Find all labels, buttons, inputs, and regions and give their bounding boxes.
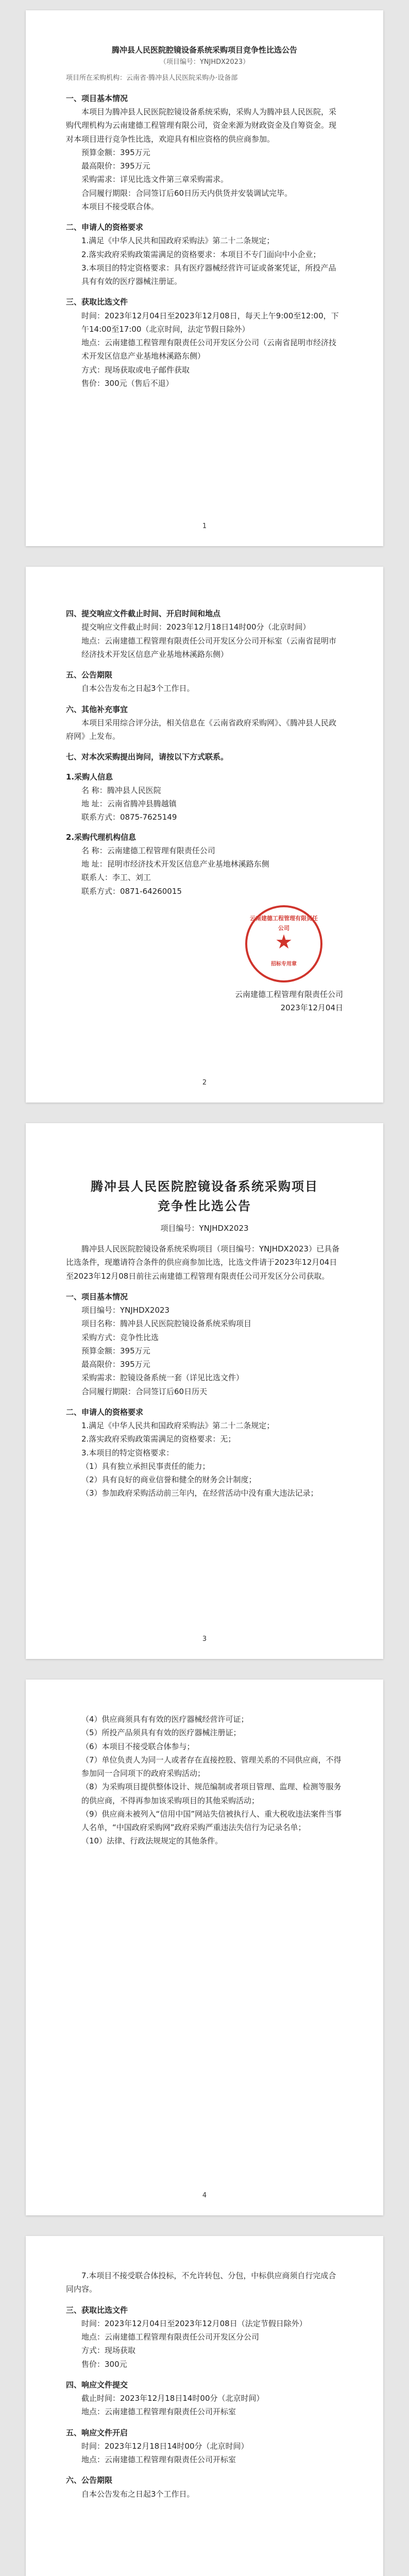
paragraph: （9）供应商未被列入“信用中国”网站失信被执行人、重大税收违法案件当事人名单，“中国政府采购网”政府采购严重违法失信行为记录名单； xyxy=(81,1809,342,1832)
section-heading: 六、公告期限 xyxy=(66,2476,113,2485)
paragraph: 时间：2023年12月04日至2023年12月08日（法定节假日除外） xyxy=(81,2318,307,2328)
project-number-value: YNJHDX2023 xyxy=(199,1223,249,1233)
paragraph: 地点：云南建德工程管理有限责任公司开发区分公司（云南省昆明市经济技术开发区信息产业基地林溪路东侧） xyxy=(81,338,337,361)
intro-paragraph: 腾冲县人民医院腔镜设备系统采购项目（项目编号：YNJHDX2023）已具备比选条件，现邀请符合条件的供应商参加比选，比选文件请于2023年12月04日至2023年12月08日前往云南建德工程管理有限责任公司开发区分公司获取。 xyxy=(66,1244,340,1281)
seal-ring-text: 云南建德工程管理有限责任公司 xyxy=(250,914,318,931)
paragraph: 方式：现场获取或电子邮件获取 xyxy=(81,365,190,375)
paragraph: 预算金额：395万元 xyxy=(81,1346,150,1355)
section-heading: 三、获取比选文件 xyxy=(66,297,128,307)
paragraph: 截止时间：2023年12月18日14时00分（北京时间） xyxy=(81,2394,264,2403)
paragraph: 3.本项目的特定资格要求：具有医疗器械经营许可证或备案凭证，所投产品具有有效的医疗器械注册证。 xyxy=(81,263,336,286)
section-heading: 二、申请人的资格要求 xyxy=(66,223,144,232)
contact-name: 名 称：云南建德工程管理有限责任公司 xyxy=(81,845,215,855)
section-heading: 五、公告期限 xyxy=(66,670,113,680)
paragraph: 2.落实政府采购政策需满足的资格要求：无； xyxy=(81,1434,236,1444)
paragraph: （6）本项目不接受联合体参与； xyxy=(81,1741,195,1751)
section-heading: 四、响应文件提交 xyxy=(66,2380,128,2389)
paragraph: （1）具有独立承担民事责任的能力； xyxy=(81,1461,210,1471)
subsection-heading: 2.采购代理机构信息 xyxy=(66,832,137,842)
section-heading: 一、项目基本情况 xyxy=(66,93,128,103)
paragraph: 采购方式：竞争性比选 xyxy=(81,1332,159,1342)
document-page-1 xyxy=(26,10,383,546)
requirement-line: 采购需求：详见比选文件第三章采购需求。 xyxy=(81,175,229,184)
project-number-line xyxy=(66,1222,343,1235)
paragraph: （8）为采购项目提供整体设计、规范编制或者项目管理、监理、检测等服务的供应商，不得再参加该采购项目的其他采购活动； xyxy=(81,1782,342,1805)
contact-address: 地 址：云南省腾冲县腾越镇 xyxy=(81,799,177,808)
seal-foot-text: 招标专用章 xyxy=(271,961,297,968)
section-heading: 六、其他补充事宜 xyxy=(66,704,128,714)
contact-person: 联系人：李工、刘工 xyxy=(81,873,151,883)
star-icon: ★ xyxy=(275,930,293,953)
page-number: 3 xyxy=(202,1635,207,1643)
paragraph: 售价：300元（售后不退） xyxy=(81,378,174,388)
paragraph: 时间：2023年12月04日至2023年12月08日，每天上午9:00至12:00，下午14:00至17:00（北京时间，法定节假日除外） xyxy=(81,311,339,334)
project-number-label: 项目编号： xyxy=(160,1223,199,1233)
paragraph: 地点：云南建德工程管理有限责任公司开标室 xyxy=(81,2455,236,2464)
document-page-2 xyxy=(26,567,383,1103)
paragraph: （10）法律、行政法规规定的其他条件。 xyxy=(81,1836,223,1846)
document-page-3 xyxy=(26,1123,383,1659)
paragraph: 项目编号：YNJHDX2023 xyxy=(81,1306,170,1315)
section-heading: 二、申请人的资格要求 xyxy=(66,1407,144,1417)
page-number: 2 xyxy=(202,1079,207,1087)
paragraph: 本项目为腾冲县人民医院腔镜设备系统采购，采购人为腾冲县人民医院，采购代理机构为云南建德工程管理有限公司，资金来源为财政资金及自筹资金。现对本项目进行竞争性比选，欢迎具有相应资格的供应商参加。 xyxy=(66,107,337,144)
paragraph: 售价：300元 xyxy=(81,2359,127,2369)
paragraph: 7.本项目不接受联合体投标，不允许转包、分包，中标供应商须自行完成合同内容。 xyxy=(66,2271,336,2294)
section-heading: 五、响应文件开启 xyxy=(66,2428,128,2437)
contact-phone: 联系方式：0875-7625149 xyxy=(81,812,177,822)
paragraph: 本项目采用综合评分法，相关信息在《云南省政府采购网》、《腾冲县人民政府网》上发布。 xyxy=(66,718,337,741)
paragraph: 自本公告发布之日起3个工作日。 xyxy=(81,2489,195,2499)
paragraph: 1.满足《中华人民共和国政府采购法》第二十二条规定； xyxy=(81,1421,275,1431)
paragraph: （2）具有良好的商业信誉和健全的财务会计制度； xyxy=(81,1475,257,1485)
official-seal xyxy=(245,905,322,982)
paragraph: 合同履行期限：合同签订后60日历天 xyxy=(81,1386,208,1396)
section-heading: 三、获取比选文件 xyxy=(66,2305,128,2315)
paragraph: （5）所投产品须具有有效的医疗器械注册证； xyxy=(81,1728,241,1738)
paragraph: （4）供应商须具有有效的医疗器械经营许可证； xyxy=(81,1715,249,1724)
paragraph: 1.满足《中华人民共和国政府采购法》第二十二条规定； xyxy=(81,236,275,246)
paragraph: 时间：2023年12月18日14时00分（北京时间） xyxy=(81,2441,249,2451)
paragraph: 项目名称：腾冲县人民医院腔镜设备系统采购项目 xyxy=(81,1319,252,1329)
page-number: 1 xyxy=(202,522,207,531)
max-price-line: 最高限价：395万元 xyxy=(81,161,150,171)
paragraph: 最高限价：395万元 xyxy=(81,1360,150,1369)
paragraph: 自本公告发布之日起3个工作日。 xyxy=(81,684,195,693)
signature-agent: 云南建德工程管理有限责任公司 xyxy=(234,989,343,999)
paragraph: 地点：云南建德工程管理有限责任公司开标室 xyxy=(81,2407,236,2417)
document-page-4 xyxy=(26,1680,383,2215)
main-subtitle: 竞争性比选公告 xyxy=(158,1199,251,1214)
contact-name: 名 称：腾冲县人民医院 xyxy=(81,785,161,795)
document-page-5 xyxy=(26,2236,383,2576)
publish-line: 项目所在采购机构：云南省·腾冲县人民医院采购办·设备部 xyxy=(66,74,238,82)
contact-phone: 联系方式：0871-64260015 xyxy=(81,886,182,896)
paragraph: 提交响应文件截止时间：2023年12月18日14时00分（北京时间） xyxy=(81,622,311,632)
page-number: 4 xyxy=(202,2192,207,2200)
paragraph: （3）参加政府采购活动前三年内，在经营活动中没有重大违法记录； xyxy=(81,1488,318,1498)
notice-title: 腾冲县人民医院腔镜设备系统采购项目竞争性比选公告 xyxy=(111,45,297,55)
paragraph: 地点：云南建德工程管理有限责任公司开发区分公司开标室（云南省昆明市经济技术开发区信息产业基地林溪路东侧） xyxy=(81,636,337,659)
signature-date: 2023年12月04日 xyxy=(280,1003,343,1012)
paragraph: 方式：现场获取 xyxy=(81,2346,136,2355)
contract-line: 合同履行期限：合同签订后60日历天内供货并安装调试完毕。 xyxy=(81,188,293,198)
project-number: （项目编号：YNJHDX2023） xyxy=(159,58,250,66)
paragraph: 2.落实政府采购政策需满足的资格要求：本项目不专门面向中小企业； xyxy=(81,249,321,259)
paragraph: （7）单位负责人为同一人或者存在直接控股、管理关系的不同供应商，不得参加同一合同项下的政府采购活动； xyxy=(81,1755,342,1778)
contact-address: 地 址：昆明市经济技术开发区信息产业基地林溪路东侧 xyxy=(81,859,269,869)
section-heading: 四、提交响应文件截止时间、开启时间和地点 xyxy=(66,609,221,618)
budget-line: 预算金额：395万元 xyxy=(81,147,150,157)
paragraph: 采购需求：腔镜设备系统一套（详见比选文件） xyxy=(81,1373,244,1383)
paragraph: 3.本项目的特定资格要求： xyxy=(81,1448,174,1458)
paragraph: 地点：云南建德工程管理有限责任公司开发区分公司 xyxy=(81,2332,260,2342)
section-heading: 一、项目基本情况 xyxy=(66,1292,128,1301)
section-heading: 七、对本次采购提出询问，请按以下方式联系。 xyxy=(66,752,229,762)
subsection-heading: 1.采购人信息 xyxy=(66,772,113,782)
main-title: 腾冲县人民医院腔镜设备系统采购项目 xyxy=(91,1179,318,1194)
joint-line: 本项目不接受联合体。 xyxy=(81,201,159,211)
